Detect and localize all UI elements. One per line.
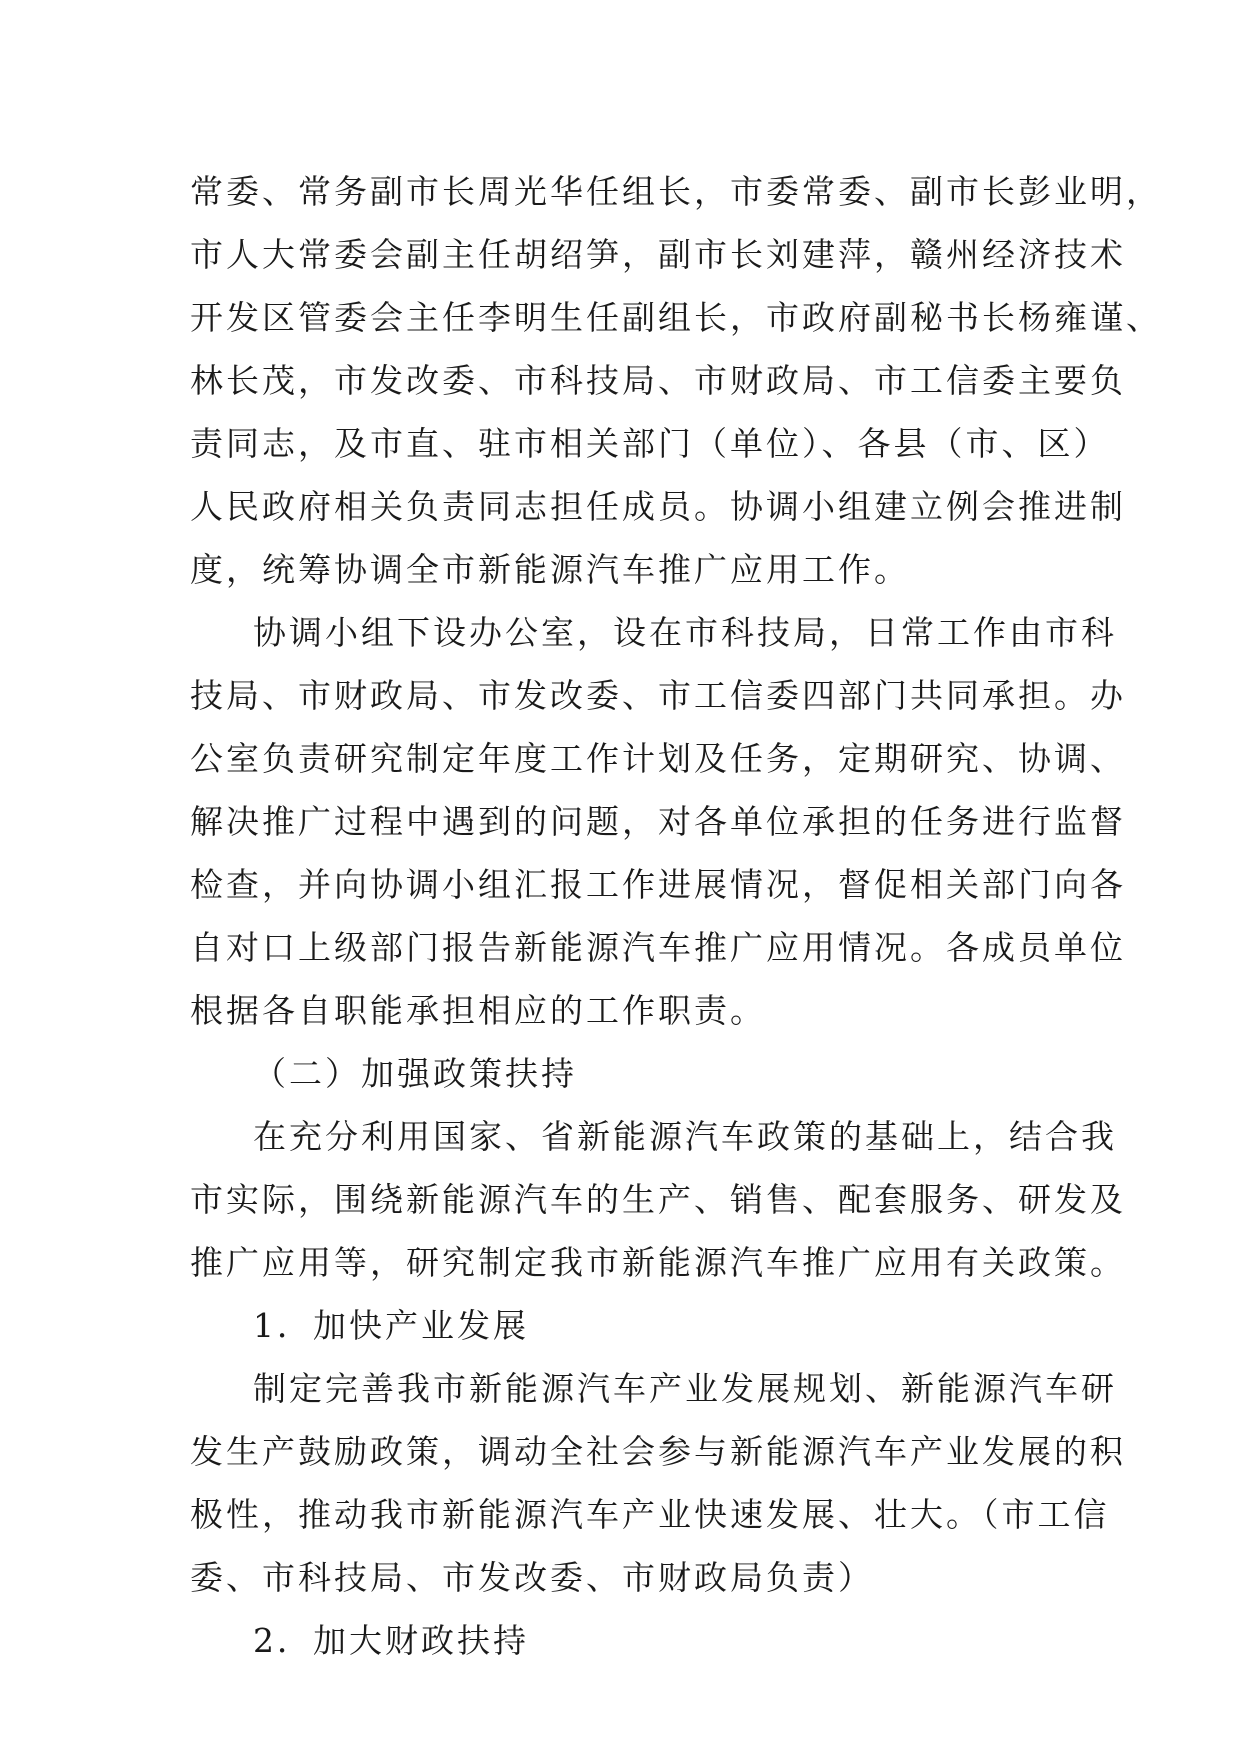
text-line: 极性，推动我市新能源汽车产业快速发展、壮大。（市工信 xyxy=(190,1495,1110,1534)
text-line: 市人大常委会副主任胡绍笋，副市长刘建萍，赣州经济技术 xyxy=(190,235,1126,274)
text-line: 人民政府相关负责同志担任成员。协调小组建立例会推进制 xyxy=(190,487,1126,526)
text-line: 公室负责研究制定年度工作计划及任务，定期研究、协调、 xyxy=(190,739,1126,778)
text-line: 委、市科技局、市发改委、市财政局负责） xyxy=(190,1558,874,1597)
text-line: 1．加快产业发展 xyxy=(253,1306,529,1345)
text-line: 2．加大财政扶持 xyxy=(253,1621,529,1660)
text-line: 解决推广过程中遇到的问题，对各单位承担的任务进行监督 xyxy=(190,802,1126,841)
text-line: 协调小组下设办公室，设在市科技局，日常工作由市科 xyxy=(253,613,1117,652)
text-line: （二）加强政策扶持 xyxy=(253,1054,577,1093)
text-line: 检查，并向协调小组汇报工作进展情况，督促相关部门向各 xyxy=(190,865,1126,904)
text-line: 自对口上级部门报告新能源汽车推广应用情况。各成员单位 xyxy=(190,928,1126,967)
text-line: 在充分利用国家、省新能源汽车政策的基础上，结合我 xyxy=(253,1117,1117,1156)
text-line: 技局、市财政局、市发改委、市工信委四部门共同承担。办 xyxy=(190,676,1126,715)
text-line: 推广应用等，研究制定我市新能源汽车推广应用有关政策。 xyxy=(190,1243,1126,1282)
text-line: 市实际，围绕新能源汽车的生产、销售、配套服务、研发及 xyxy=(190,1180,1126,1219)
document-body xyxy=(190,160,1162,1672)
text-line: 常委、常务副市长周光华任组长，市委常委、副市长彭业明， xyxy=(190,172,1162,211)
text-line: 发生产鼓励政策，调动全社会参与新能源汽车产业发展的积 xyxy=(190,1432,1126,1471)
text-line: 开发区管委会主任李明生任副组长，市政府副秘书长杨雍谨、 xyxy=(190,298,1162,337)
text-line: 制定完善我市新能源汽车产业发展规划、新能源汽车研 xyxy=(253,1369,1117,1408)
text-line: 度，统筹协调全市新能源汽车推广应用工作。 xyxy=(190,550,910,589)
text-line: 责同志，及市直、驻市相关部门（单位）、各县（市、区） xyxy=(190,424,1110,463)
text-line: 根据各自职能承担相应的工作职责。 xyxy=(190,991,766,1030)
text-line: 林长茂，市发改委、市科技局、市财政局、市工信委主要负 xyxy=(190,361,1126,400)
